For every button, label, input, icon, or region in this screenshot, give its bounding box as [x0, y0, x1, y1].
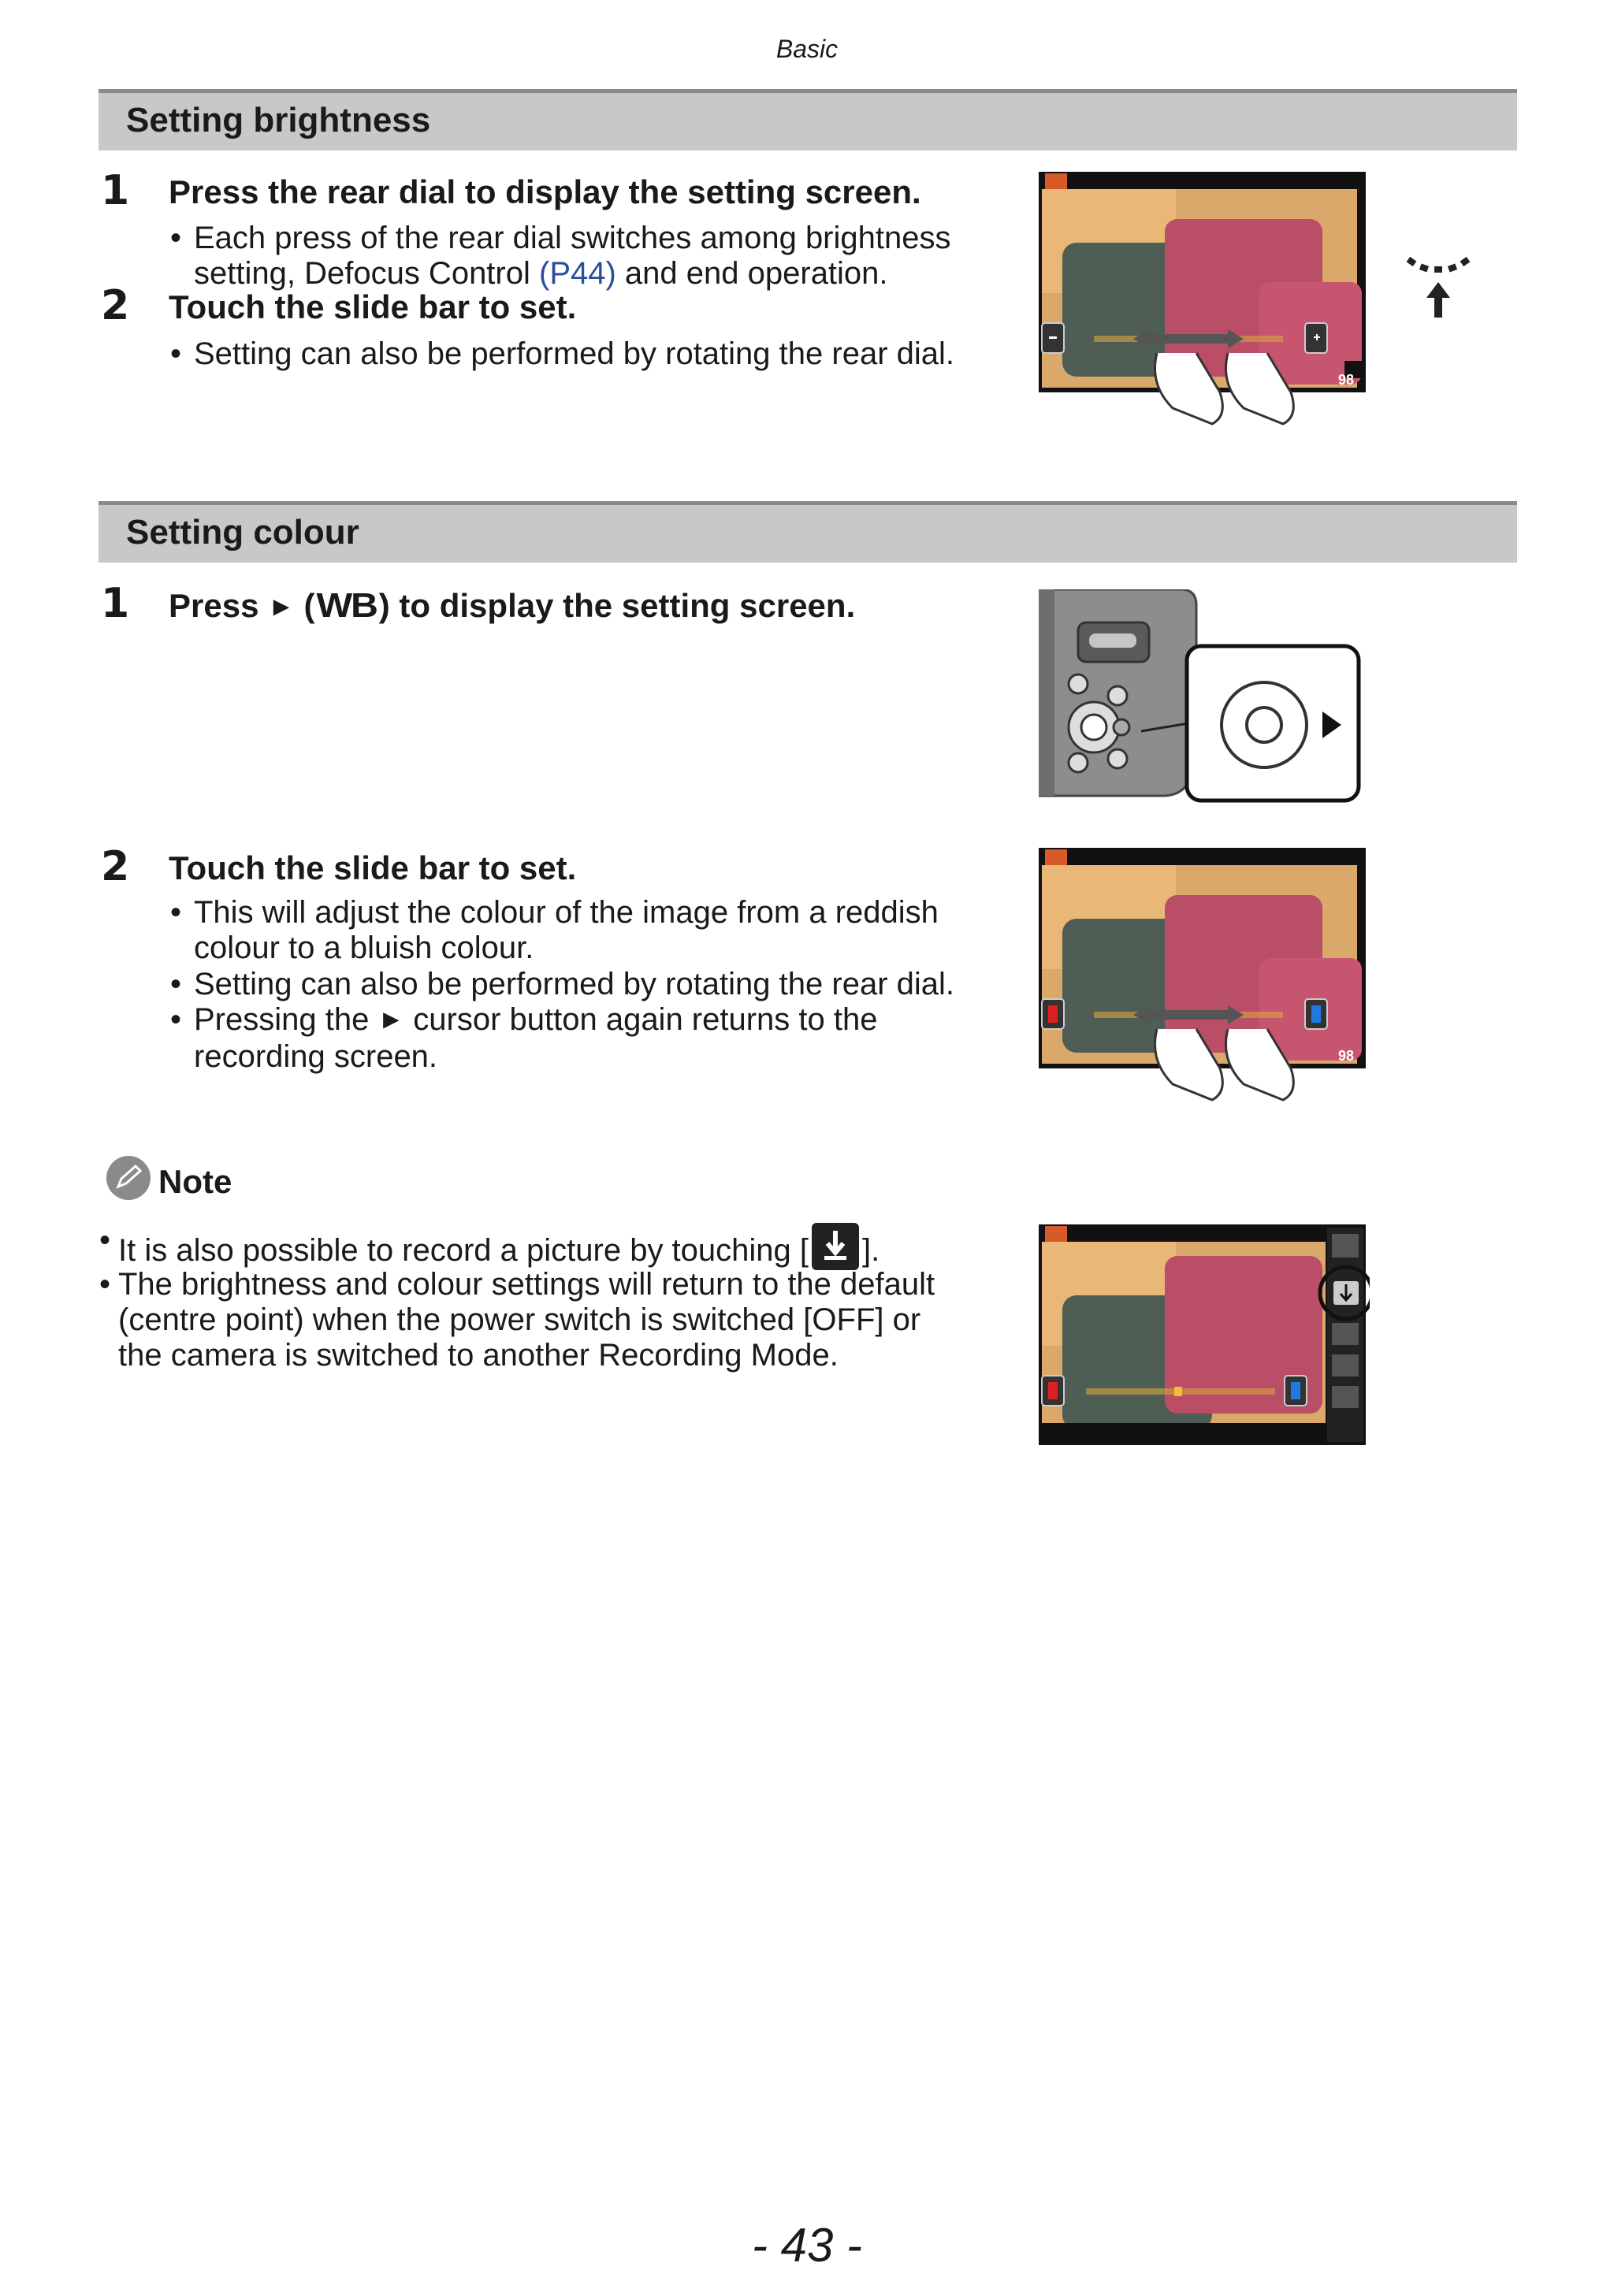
- rear-dial-press-icon: [1401, 251, 1488, 325]
- bullet-text: • Setting can also be performed by rotating the rear dial.: [170, 336, 954, 371]
- section-bar-colour: [99, 501, 1517, 563]
- right-triangle-icon: ►: [268, 592, 295, 622]
- step-title: Press ► (WB) to display the setting screen.: [169, 586, 856, 625]
- bullet-text: • Setting can also be performed by rotating the rear dial.: [170, 967, 954, 1001]
- page-link[interactable]: (P44): [539, 256, 616, 291]
- page-header: Basic: [775, 35, 839, 63]
- step-title: Press the rear dial to display the setting screen.: [169, 173, 921, 210]
- step-number: 2: [101, 282, 130, 329]
- note-title: Note: [158, 1163, 232, 1200]
- shots-remaining: 98: [1338, 372, 1355, 388]
- bullet-text: • Each press of the rear dial switches among brightness setting, Defocus Control (P44) and end operation.: [170, 221, 951, 291]
- step-number: 1: [101, 167, 130, 214]
- step-title: Touch the slide bar to set.: [169, 849, 577, 886]
- section-bar-brightness: [99, 89, 1517, 150]
- wb-icon: WB: [316, 586, 377, 625]
- shots-remaining: 98: [1338, 1048, 1355, 1064]
- note-item: • It is also possible to record a picture by touching [ ].: [118, 1223, 880, 1270]
- page-number: - 43 -: [751, 2219, 863, 2272]
- camera-screen-colour: [1039, 848, 1370, 1108]
- camera-screen-brightness: [1039, 172, 1370, 432]
- step-number: 2: [101, 843, 130, 890]
- step-title: Touch the slide bar to set.: [169, 288, 577, 325]
- touch-shutter-icon: [812, 1223, 859, 1270]
- right-triangle-icon: ►: [377, 1005, 405, 1035]
- note-pencil-icon: [106, 1155, 151, 1205]
- note-item: • The brightness and colour settings will return to the default (centre point) when the power switch is switched [OFF] or the camera is switched to another Recording Mode.: [99, 1267, 935, 1373]
- camera-screen-touch-shutter: [1039, 1224, 1370, 1445]
- section-title-colour: Setting colour: [126, 513, 359, 552]
- bullet-text: • This will adjust the colour of the image from a reddish colour to a bluish colour.: [170, 895, 939, 965]
- bullet-text: • Pressing the ► cursor button again returns to the recording screen.: [170, 1002, 878, 1074]
- camera-body-illustration: [1039, 589, 1370, 810]
- section-title-brightness: Setting brightness: [126, 101, 431, 139]
- step-number: 1: [101, 580, 130, 627]
